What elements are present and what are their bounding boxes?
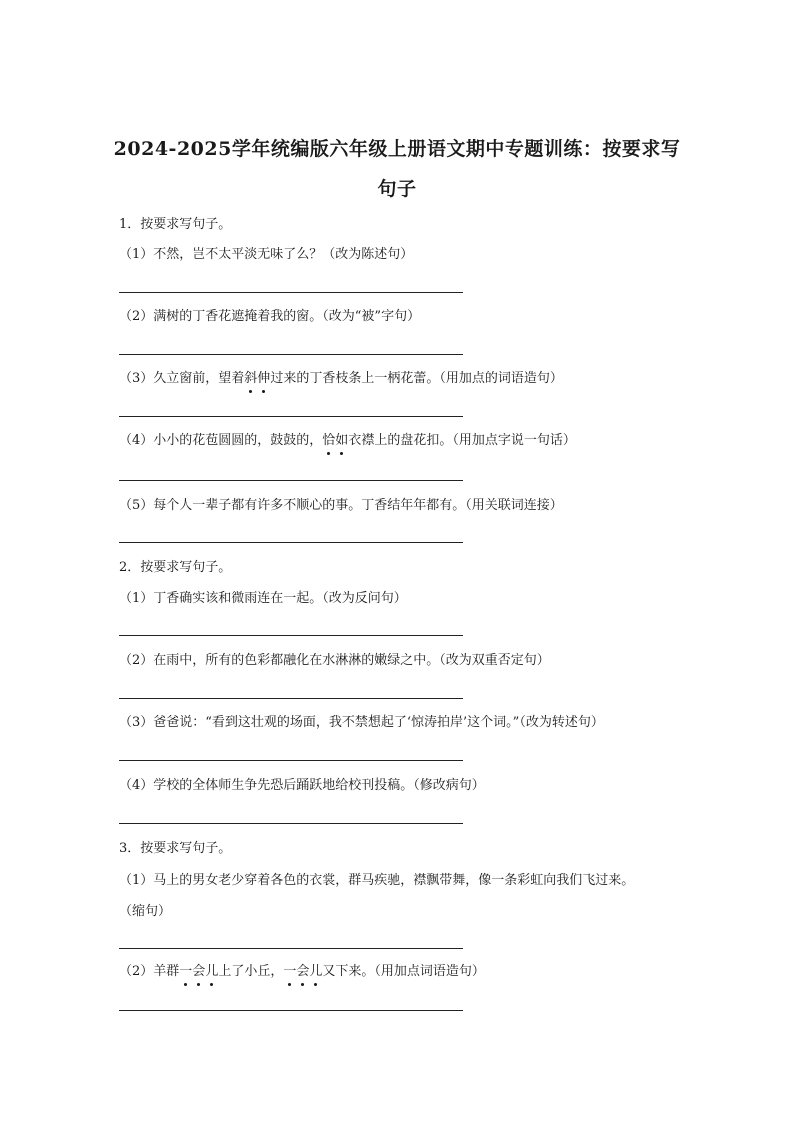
item-text: （5）每个人一辈子都有许多不顺心的事。丁香结年年都有。（用关联词连接） <box>119 498 563 513</box>
answer-line[interactable] <box>119 948 463 949</box>
item-text: （2）羊群 <box>119 964 180 979</box>
item-text: （3）久立窗前，望着 <box>119 371 245 386</box>
item-text: （2）满树的丁香花遮掩着我的窗。（改为“被”字句） <box>119 309 421 324</box>
answer-line[interactable] <box>119 698 463 699</box>
answer-line[interactable] <box>119 760 463 761</box>
question-3-item-2 <box>119 963 485 981</box>
item-text: （3）爸爸说：“看到这壮观的场面，我不禁想起了‘惊涛拍岸’这个词。”（改为转述句） <box>119 715 604 730</box>
answer-line[interactable] <box>119 416 463 417</box>
question-3-item-1-continuation: （缩句） <box>119 904 172 919</box>
emphasis-dotted-char: 斜 <box>244 371 258 386</box>
question-1-item-1 <box>119 246 413 264</box>
answer-line[interactable] <box>119 635 463 636</box>
document-title-line-1: 2024-2025学年统编版六年级上册语文期中专题训练：按要求写 <box>113 138 681 160</box>
item-text: 衣襟上的盘花扣。（用加点字说一句话） <box>348 433 576 448</box>
question-1-item-5 <box>119 497 563 515</box>
question-2-item-4 <box>119 777 485 795</box>
item-text: （1）马上的男女老少穿着各色的衣裳，群马疾驰，襟飘带舞，像一条彩虹向我们飞过来。 <box>119 873 635 888</box>
question-3-item-1 <box>119 872 634 890</box>
question-2-heading: 2．按要求写句子。 <box>119 560 232 575</box>
item-text: 又下来。（用加点词语造句） <box>322 964 485 979</box>
item-text: （1）不然，岂不太平淡无味了么？（改为陈述句） <box>119 247 414 262</box>
answer-line[interactable] <box>119 823 463 824</box>
item-text: （1）丁香确实该和微雨连在一起。（改为反问句） <box>119 591 407 606</box>
item-text: 过来的丁香枝条上一柄花蕾。（用加点的词语造句） <box>270 371 563 386</box>
question-3-heading: 3．按要求写句子。 <box>119 841 232 856</box>
answer-line[interactable] <box>119 542 463 543</box>
answer-line[interactable] <box>119 354 463 355</box>
item-text: 上了小丘， <box>218 964 284 979</box>
emphasis-dotted-char: 会 <box>296 964 310 979</box>
item-text: （4）学校的全体师生争先恐后踊跃地给校刊投稿。（修改病句） <box>119 778 485 793</box>
question-2-item-3 <box>119 714 604 732</box>
emphasis-dotted-char: 会 <box>192 964 206 979</box>
document-title-line-2: 句子 <box>377 178 417 200</box>
emphasis-dotted-char: 儿 <box>205 964 219 979</box>
emphasis-dotted-char: 恰 <box>322 433 336 448</box>
question-2-item-2 <box>119 652 550 670</box>
emphasis-dotted-char: 一 <box>179 964 193 979</box>
question-1-heading: 1．按要求写句子。 <box>119 217 232 232</box>
question-1-item-3 <box>119 370 563 388</box>
emphasis-dotted-char: 一 <box>283 964 297 979</box>
question-2-item-1 <box>119 590 407 608</box>
answer-line[interactable] <box>119 1010 463 1011</box>
emphasis-dotted-char: 儿 <box>309 964 323 979</box>
question-1-item-4 <box>119 432 576 450</box>
emphasis-dotted-char: 如 <box>335 433 349 448</box>
answer-line[interactable] <box>119 292 463 293</box>
item-text: （2）在雨中，所有的色彩都融化在水淋淋的嫩绿之中。（改为双重否定句） <box>119 653 550 668</box>
answer-line[interactable] <box>119 480 463 481</box>
question-1-item-2 <box>119 308 420 326</box>
item-text: （4）小小的花苞圆圆的，鼓鼓的， <box>119 433 323 448</box>
emphasis-dotted-char: 伸 <box>257 371 271 386</box>
